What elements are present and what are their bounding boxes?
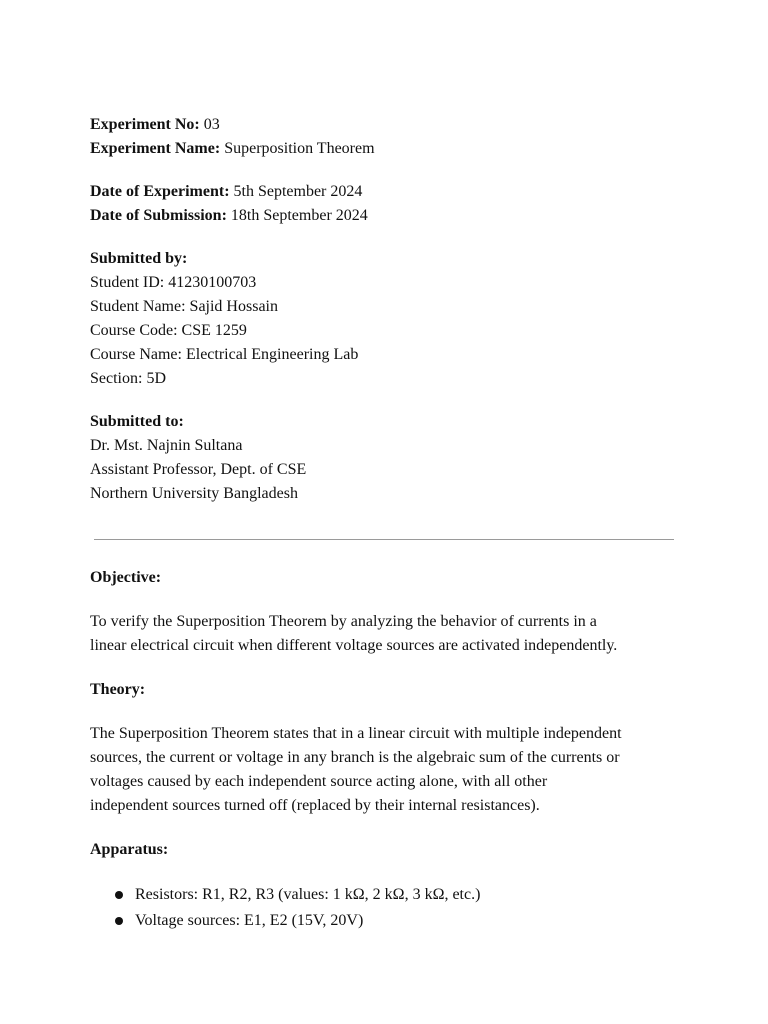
- apparatus-list: [90, 882, 690, 934]
- theory-line-2: sources, the current or voltage in any branch is the algebraic sum of the currents or: [90, 749, 620, 766]
- experiment-no-value: 03: [203, 116, 220, 133]
- objective-heading: Objective:: [90, 569, 162, 586]
- objective-line-1: To verify the Superposition Theorem by analyzing the behavior of currents in a: [90, 613, 597, 630]
- date-experiment-value: 5th September 2024: [233, 183, 363, 200]
- apparatus-item-text: Resistors: R1, R2, R3 (values: 1 kΩ, 2 kΩ, 3 kΩ, etc.): [135, 886, 481, 903]
- report-body: [90, 566, 690, 934]
- theory-line-1: The Superposition Theorem states that in a linear circuit with multiple independent: [90, 725, 622, 742]
- student-name: Student Name: Sajid Hossain: [90, 298, 278, 315]
- apparatus-heading: Apparatus:: [90, 841, 169, 858]
- date-experiment-label: Date of Experiment:: [90, 183, 230, 200]
- supervisor-title: Assistant Professor, Dept. of CSE: [90, 461, 307, 478]
- date-submission-value: 18th September 2024: [230, 207, 368, 224]
- submitted-to-heading: [90, 410, 690, 434]
- submitted-by-heading-text: Submitted by:: [90, 250, 188, 267]
- course-name: Course Name: Electrical Engineering Lab: [90, 346, 359, 363]
- experiment-no-label: Experiment No:: [90, 116, 200, 133]
- student-id: Student ID: 41230100703: [90, 274, 257, 291]
- submitted-to-heading-text: Submitted to:: [90, 413, 184, 430]
- course-code: Course Code: CSE 1259: [90, 322, 247, 339]
- list-item: [90, 882, 690, 908]
- theory-line-4: independent sources turned off (replaced by their internal resistances).: [90, 797, 540, 814]
- cover-section: [90, 113, 690, 506]
- submitted-by-heading: [90, 247, 690, 271]
- experiment-name-label: Experiment Name:: [90, 140, 221, 157]
- theory-line-3: voltages caused by each independent source acting alone, with all other: [90, 773, 548, 790]
- experiment-name-line: [90, 137, 690, 161]
- theory-heading: Theory:: [90, 681, 146, 698]
- section: Section: 5D: [90, 370, 166, 387]
- apparatus-item-text: Voltage sources: E1, E2 (15V, 20V): [135, 912, 364, 929]
- experiment-name-value: Superposition Theorem: [224, 140, 375, 157]
- date-submission-label: Date of Submission:: [90, 207, 227, 224]
- experiment-no-line: [90, 113, 690, 137]
- horizontal-divider: [94, 539, 674, 540]
- bullet-icon: [115, 891, 123, 899]
- supervisor-name: Dr. Mst. Najnin Sultana: [90, 437, 243, 454]
- list-item: [90, 908, 690, 934]
- objective-line-2: linear electrical circuit when different voltage sources are activated independently.: [90, 637, 618, 654]
- institution: Northern University Bangladesh: [90, 485, 298, 502]
- date-submission-line: [90, 204, 690, 228]
- bullet-icon: [115, 917, 123, 925]
- date-experiment-line: [90, 180, 690, 204]
